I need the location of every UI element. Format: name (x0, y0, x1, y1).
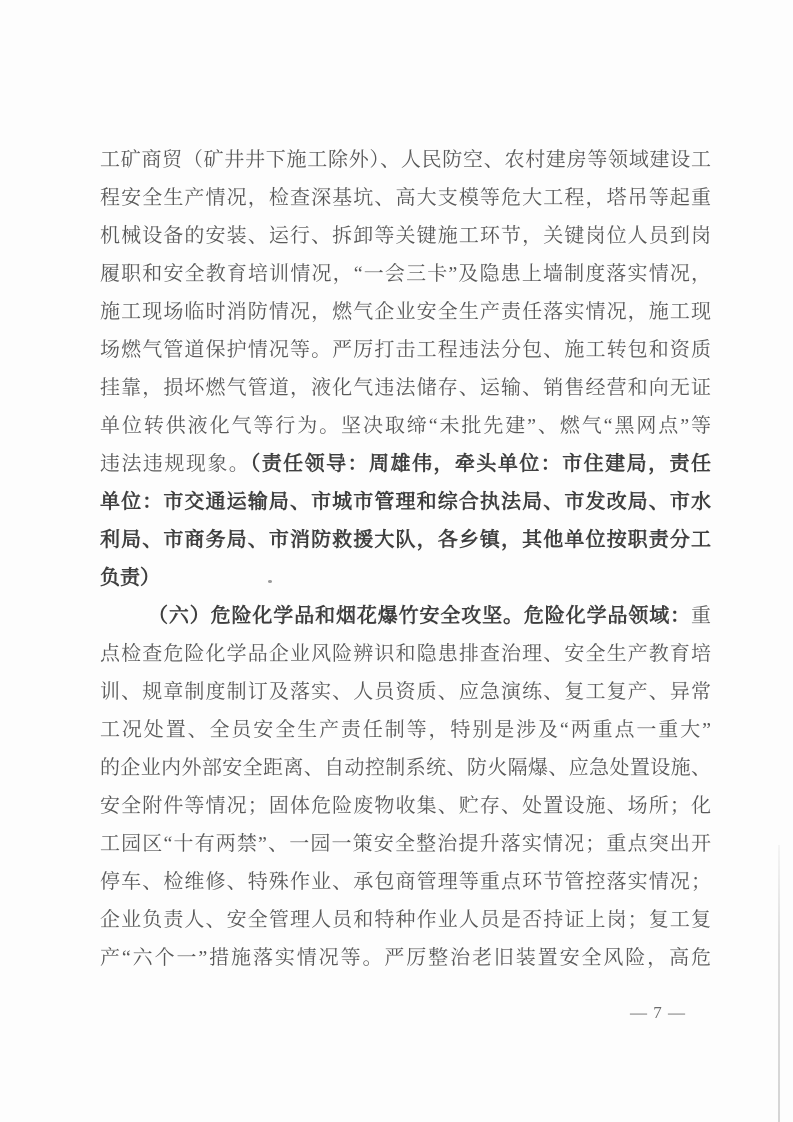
text-line (100, 407, 711, 445)
text-line (100, 597, 711, 635)
text-line (100, 521, 711, 559)
text-line (100, 293, 711, 331)
text-line (100, 673, 711, 711)
body-text: 履职和安全教育培训情况，“一会三卡”及隐患上墙制度落实情况， (100, 263, 711, 285)
body-text: 施工现场临时消防情况，燃气企业安全生产责任落实情况，施工现 (100, 301, 711, 323)
text-line (100, 179, 711, 217)
text-line (100, 141, 711, 179)
body-text: 点检查危险化学品企业风险辨识和隐患排查治理、安全生产教育培 (100, 643, 711, 665)
body-text: 企业负责人、安全管理人员和特种作业人员是否持证上岗；复工复 (100, 909, 711, 931)
text-line (100, 863, 711, 901)
body-text: 工况处置、全员安全生产责任制等，特别是涉及“两重点一重大” (100, 719, 711, 741)
body-text: 重 (691, 605, 711, 627)
body-text: 停车、检维修、特殊作业、承包商管理等重点环节管控落实情况； (100, 871, 711, 893)
text-line (100, 635, 711, 673)
body-text: 工园区“十有两禁”、一园一策安全整治提升落实情况；重点突出开 (100, 833, 711, 855)
text-line (100, 711, 711, 749)
text-line (100, 787, 711, 825)
body-text: 产“六个一”措施落实情况等。严厉整治老旧装置安全风险，高危 (100, 947, 711, 969)
text-line (100, 749, 711, 787)
text-line (100, 369, 711, 407)
text-line (100, 217, 711, 255)
emphasis-text: 单位：市交通运输局、市城市管理和综合执法局、市发改局、市水 (100, 491, 711, 513)
scan-edge-line (778, 845, 780, 1122)
text-line (100, 483, 711, 521)
body-text: 挂靠，损坏燃气管道，液化气违法储存、运输、销售经营和向无证 (100, 377, 711, 399)
text-line (100, 825, 711, 863)
body-text: 程安全生产情况，检查深基坑、高大支模等危大工程，塔吊等起重 (100, 187, 711, 209)
body-text: 训、规章制度制订及落实、人员资质、应急演练、复工复产、异常 (100, 681, 711, 703)
emphasis-text: （责任领导：周雄伟，牵头单位：市住建局，责任 (250, 453, 711, 475)
body-text: 的企业内外部安全距离、自动控制系统、防火隔爆、应急处置设施、 (100, 757, 711, 779)
scan-speck (268, 580, 272, 583)
text-line (100, 331, 711, 369)
emphasis-text: （六）危险化学品和烟花爆竹安全攻坚。危险化学品领域： (148, 605, 691, 627)
document-body (100, 141, 711, 977)
body-text: 违法违规现象。 (100, 453, 251, 475)
emphasis-text: 负责） (100, 567, 160, 589)
text-line (100, 939, 711, 977)
body-text: 安全附件等情况；固体危险废物收集、贮存、处置设施、场所；化 (100, 795, 711, 817)
text-line (100, 445, 711, 483)
page-number: — 7 — (630, 1003, 686, 1022)
body-text: 场燃气管道保护情况等。严厉打击工程违法分包、施工转包和资质 (100, 339, 711, 361)
text-line (100, 255, 711, 293)
body-text: 机械设备的安装、运行、拆卸等关键施工环节，关键岗位人员到岗 (100, 225, 711, 247)
text-line (100, 559, 711, 597)
body-text: 工矿商贸（矿井井下施工除外）、人民防空、农村建房等领域建设工 (100, 149, 711, 171)
text-line (100, 901, 711, 939)
emphasis-text: 利局、市商务局、市消防救援大队，各乡镇，其他单位按职责分工 (100, 529, 711, 551)
body-text: 单位转供液化气等行为。坚决取缔“未批先建”、燃气“黑网点”等 (100, 415, 711, 437)
